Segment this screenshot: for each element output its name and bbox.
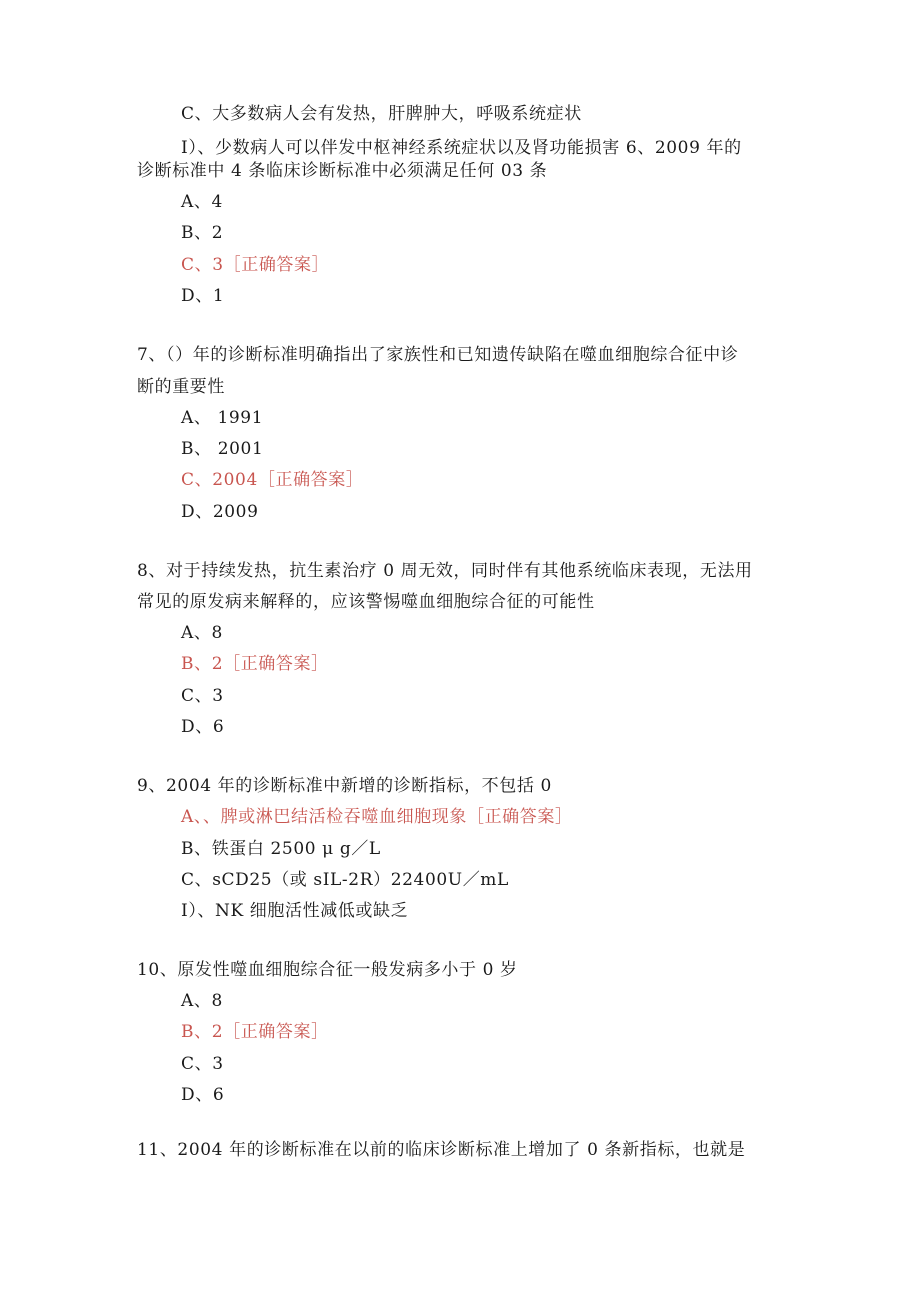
q7-option-c-correct: C、2004［正确答案］ <box>181 470 364 490</box>
q8-option-b-correct: B、2［正确答案］ <box>181 654 329 674</box>
q8-option-c: C、3 <box>181 686 224 706</box>
q6-stem: 诊断标准中 4 条临床诊断标准中必须满足任何 03 条 <box>137 161 548 181</box>
q9-stem: 9、2004 年的诊断标准中新增的诊断指标，不包括 0 <box>137 776 552 796</box>
q9-option-a-correct: A、、脾或淋巴结活检吞噬血细胞现象［正确答案］ <box>181 807 573 827</box>
q6-option-b: B、2 <box>181 223 224 243</box>
q9-option-b: B、铁蛋白 2500 μ g／L <box>181 839 381 859</box>
q8-stem-line1: 8、对于持续发热，抗生素治疗 0 周无效，同时伴有其他系统临床表现，无法用 <box>137 561 753 581</box>
q10-stem: 10、原发性噬血细胞综合征一般发病多小于 0 岁 <box>137 960 518 980</box>
q5-option-d: I）、少数病人可以伴发中枢神经系统症状以及肾功能损害 6、2009 年的 <box>181 138 742 158</box>
q8-option-d: D、6 <box>181 717 225 737</box>
q7-stem-line2: 断的重要性 <box>137 377 225 397</box>
q10-option-a: A、8 <box>181 991 223 1011</box>
q6-option-d: D、1 <box>181 286 225 306</box>
q9-option-c: C、sCD25（或 sIL-2R）22400U／mL <box>181 870 509 890</box>
q11-stem: 11、2004 年的诊断标准在以前的临床诊断标准上增加了 0 条新指标，也就是 <box>137 1140 746 1160</box>
q8-option-a: A、8 <box>181 623 223 643</box>
q6-option-a: A、4 <box>181 192 223 212</box>
q7-option-a: A、 1991 <box>181 408 264 428</box>
q10-option-c: C、3 <box>181 1054 224 1074</box>
q7-stem-line1: 7、（）年的诊断标准明确指出了家族性和已知遗传缺陷在噬血细胞综合征中诊 <box>137 345 739 365</box>
q6-option-c-correct: C、3［正确答案］ <box>181 255 330 275</box>
q9-option-d: I）、NK 细胞活性减低或缺乏 <box>181 901 409 921</box>
q7-option-b: B、 2001 <box>181 439 264 459</box>
q5-option-c: C、大多数病人会有发热，肝脾肿大，呼吸系统症状 <box>181 104 582 124</box>
q8-stem-line2: 常见的原发病来解释的，应该警惕噬血细胞综合征的可能性 <box>137 592 595 612</box>
q7-option-d: D、2009 <box>181 502 259 522</box>
q10-option-b-correct: B、2［正确答案］ <box>181 1022 329 1042</box>
q10-option-d: D、6 <box>181 1085 225 1105</box>
